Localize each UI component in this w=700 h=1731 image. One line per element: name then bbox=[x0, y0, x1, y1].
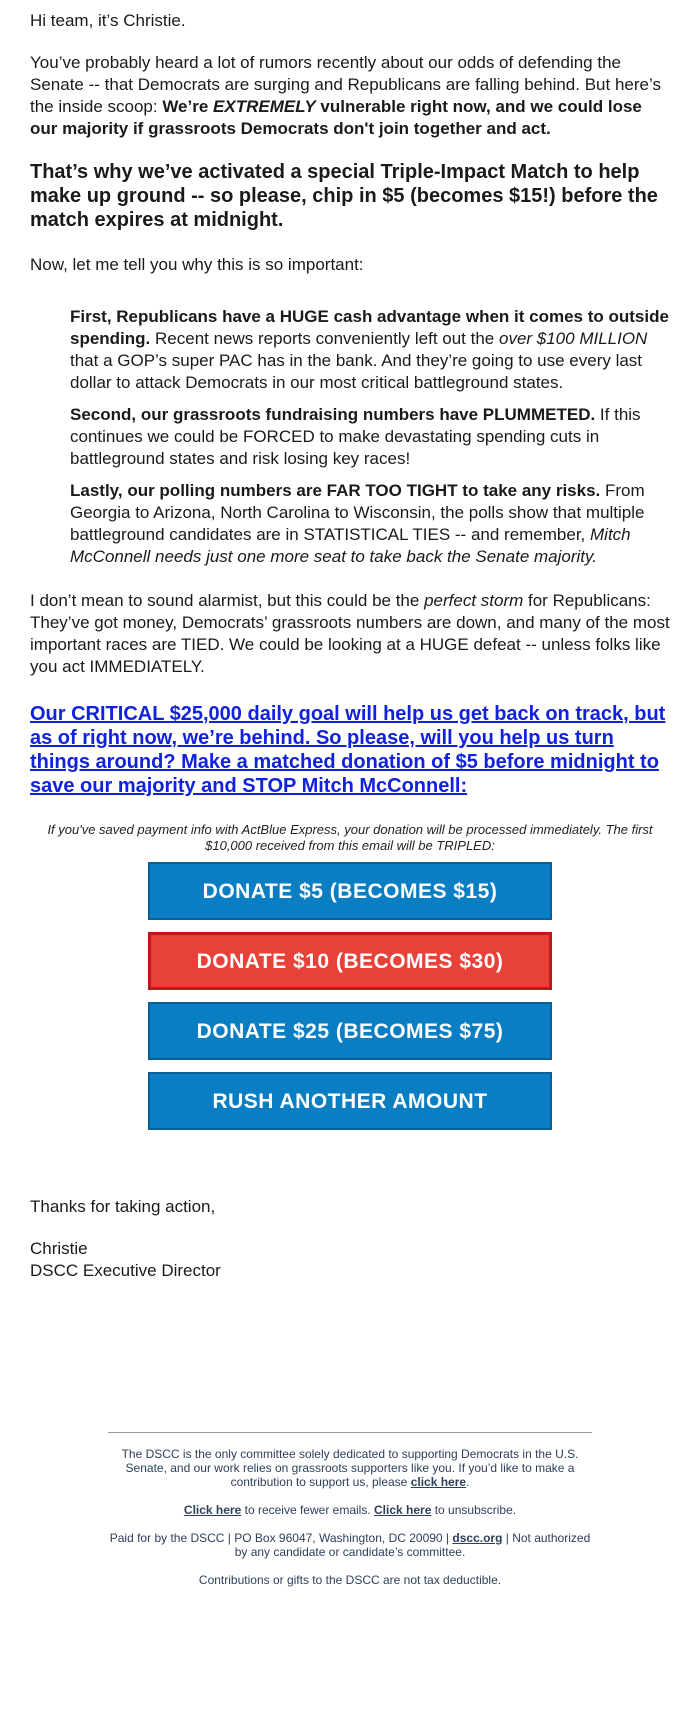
quote-p2-rest: If this continues we could be FORCED to make devastating spending cuts in battleground states and risk losing key races! bbox=[70, 405, 641, 468]
signature-title: DSCC Executive Director bbox=[30, 1261, 221, 1280]
dscc-site-link[interactable]: dscc.org bbox=[452, 1531, 503, 1545]
alarm-b: for Republicans: They’ve got money, Democrats’ grassroots numbers are down, and many of the most important races are TIED. We could be looking at a HUGE defeat -- unless folks like you act IMMEDIATELY. bbox=[30, 591, 670, 676]
quote-p2-bold: Second, our grassroots fundraising numbers have PLUMMETED. bbox=[70, 405, 596, 424]
thanks-text: Thanks for taking action, bbox=[30, 1197, 216, 1216]
quote-p3-italic: Mitch McConnell needs just one more seat to take back the Senate majority. bbox=[70, 525, 631, 566]
unsubscribe-text: to unsubscribe. bbox=[431, 1503, 517, 1517]
footer-email-prefs bbox=[108, 1503, 592, 1517]
donate-10-button[interactable]: DONATE $10 (BECOMES $30) bbox=[148, 932, 552, 990]
headline: That’s why we’ve activated a special Triple-Impact Match to help make up ground -- so please, chip in $5 (becomes $15!) before the match expires at midnight. bbox=[30, 161, 658, 231]
footer-paid-for bbox=[108, 1531, 592, 1559]
fewer-emails-text: to receive fewer emails. bbox=[241, 1503, 374, 1517]
footer-about bbox=[108, 1447, 592, 1489]
intro-bold-b: vulnerable right now, and we could lose our majority if grassroots Democrats don't join together and act. bbox=[30, 97, 642, 138]
quote-p3-a: From Georgia to Arizona, North Carolina to Wisconsin, the polls show that multiple battleground candidates are in STATISTICAL TIES -- and remember, bbox=[70, 481, 645, 544]
greeting: Hi team, it’s Christie. bbox=[30, 11, 186, 30]
footer bbox=[108, 1432, 592, 1587]
alarm-italic: perfect storm bbox=[424, 591, 524, 610]
donate-25-button[interactable]: DONATE $25 (BECOMES $75) bbox=[148, 1002, 552, 1060]
paid-for-text: Paid for by the DSCC | PO Box 96047, Washington, DC 20090 | bbox=[109, 1531, 453, 1545]
paid-for-text-end: | Not authorized by any candidate or candidate’s committee. bbox=[234, 1531, 591, 1559]
footer-about-text: The DSCC is the only committee solely dedicated to supporting Democrats in the U.S. Senate, and our work relies on grassroots supporters like you. If you’d like to make a contribution to support us, please bbox=[121, 1447, 579, 1489]
footer-tax-note: Contributions or gifts to the DSCC are not tax deductible. bbox=[198, 1573, 502, 1587]
actblue-express-note: If you've saved payment info with ActBlue Express, your donation will be processed immediately. The first $10,000 received from this email will be TRIPLED: bbox=[47, 822, 653, 853]
now-text: Now, let me tell you why this is so important: bbox=[30, 255, 364, 274]
fewer-emails-link[interactable]: Click here bbox=[183, 1503, 242, 1517]
quote-p1-b: that a GOP’s super PAC has in the bank. And they’re going to use every last dollar to attack Democrats in our most critical battleground states. bbox=[70, 351, 643, 392]
contribute-link[interactable]: click here bbox=[410, 1475, 467, 1489]
intro-text: You’ve probably heard a lot of rumors recently about our odds of defending the Senate -- that Democrats are surging and Republicans are falling behind. But here’s the inside scoop: bbox=[30, 53, 661, 116]
donation-cta-link[interactable]: Our CRITICAL $25,000 daily goal will help us get back on track, but as of right now, we’re behind. So please, will you help us turn things around? Make a matched donation of $5 before midnight to save our majority and STOP Mitch McConnell: bbox=[30, 703, 666, 797]
footer-about-end: . bbox=[466, 1475, 470, 1489]
quote-p1-a: Recent news reports conveniently left out the bbox=[150, 329, 499, 348]
quote-paragraph-3 bbox=[70, 480, 670, 568]
quote-p1-bold: First, Republicans have a HUGE cash advantage when it comes to outside spending. bbox=[70, 307, 669, 348]
rush-another-amount-button[interactable]: RUSH ANOTHER AMOUNT bbox=[148, 1072, 552, 1130]
intro-bold-a: We’re bbox=[162, 97, 214, 116]
donate-5-button[interactable]: DONATE $5 (BECOMES $15) bbox=[148, 862, 552, 920]
signature-name: Christie bbox=[30, 1239, 88, 1258]
quote-p3-bold: Lastly, our polling numbers are FAR TOO TIGHT to take any risks. bbox=[70, 481, 601, 500]
quote-p1-italic: over $100 MILLION bbox=[498, 329, 648, 348]
blockquote bbox=[70, 306, 670, 568]
quote-paragraph-2 bbox=[70, 404, 670, 470]
alarm-paragraph bbox=[30, 590, 670, 678]
donate-buttons bbox=[30, 862, 670, 1130]
email-body bbox=[30, 0, 670, 1587]
alarm-a: I don’t mean to sound alarmist, but this could be the bbox=[30, 591, 425, 610]
unsubscribe-link[interactable]: Click here bbox=[374, 1503, 432, 1517]
intro-bold-italic: EXTREMELY bbox=[213, 97, 316, 116]
intro-paragraph bbox=[30, 52, 670, 140]
quote-paragraph-1 bbox=[70, 306, 670, 394]
